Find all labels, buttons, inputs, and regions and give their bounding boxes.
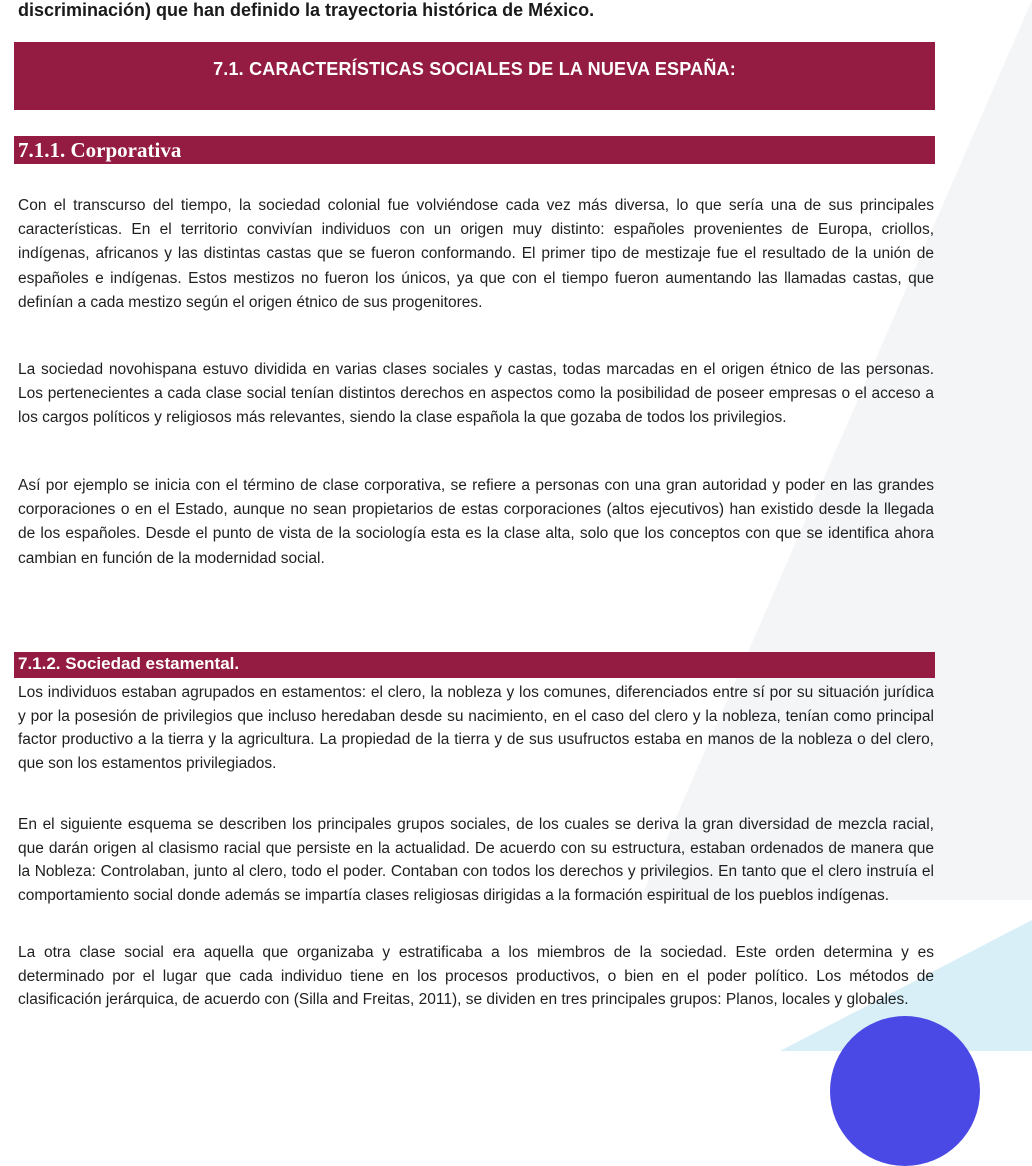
section-heading-banner: 7.1. CARACTERÍSTICAS SOCIALES DE LA NUEVA ESPAÑA: xyxy=(14,42,935,110)
paragraph: Con el transcurso del tiempo, la sociedad colonial fue volviéndose cada vez más diversa, lo que sería una de sus principales características. En el territorio convivían individuos con un origen muy distinto: españoles provenientes de Europa, criollos, indígenas, africanos y las distintas castas que se fueron conformando. El primer tipo de mestizaje fue el resultado de la unión de españoles e indígenas. Estos mestizos no fueron los únicos, ya que con el tiempo fueron aumentando las llamadas castas, que definían a cada mestizo según el origen étnico de sus progenitores. xyxy=(18,197,934,311)
subsection-heading-corporativa: 7.1.1. Corporativa xyxy=(14,136,935,164)
paragraph: Así por ejemplo se inicia con el término de clase corporativa, se refiere a personas con una gran autoridad y poder en las grandes corporaciones o en el Estado, aunque no sean propietarios de estas corporaciones (altos ejecutivos) han existido desde la llegada de los españoles. Desde el punto de vista de la sociología esta es la clase alta, solo que los conceptos con que se identifica ahora cambian en función de la modernidad social. xyxy=(18,477,934,567)
previous-paragraph-end: discriminación) que han definido la trayectoria histórica de México. xyxy=(18,0,595,20)
paragraph: La sociedad novohispana estuvo dividida en varias clases sociales y castas, todas marcadas en el origen étnico de las personas. Los pertenecientes a cada clase social tenían distintos derechos en aspectos como la posibilidad de poseer empresas o el acceso a los cargos políticos y religiosos más relevantes, siendo la clase española la que gozaba de todos los privilegios. xyxy=(18,361,934,427)
paragraph: En el siguiente esquema se describen los principales grupos sociales, de los cuales se deriva la gran diversidad de mezcla racial, que darán origen al clasismo racial que persiste en la actualidad. De acuerdo con su estructura, estaban ordenados de manera que la Nobleza: Controlaban, junto al clero, todo el poder. Contaban con todos los derechos y privilegios. En tanto que el clero instruía el comportamiento social donde además se impartía clases religiosas dirigidas a la formación espiritual de los pueblos indígenas. xyxy=(18,816,934,904)
subsection-heading-sociedad-estamental: 7.1.2. Sociedad estamental. xyxy=(14,652,935,678)
paragraph: Los individuos estaban agrupados en estamentos: el clero, la nobleza y los comunes, diferenciados entre sí por su situación jurídica y por la posesión de privilegios que incluso heredaban desde su nacimiento, en el caso del clero y la nobleza, tenían como principal factor productivo a la tierra y la agricultura. La propiedad de la tierra y de sus usufructos estaba en manos de la nobleza o del clero, que son los estamentos privilegiados. xyxy=(18,684,934,772)
paragraph: La otra clase social era aquella que organizaba y estratificaba a los miembros de la sociedad. Este orden determina y es determinado por el lugar que cada individuo tiene en los procesos productivos, o bien en el poder político. Los métodos de clasificación jerárquica, de acuerdo con (Silla and Freitas, 2011), se dividen en tres principales grupos: Planos, locales y globales. xyxy=(18,944,934,1009)
decorative-blue-circle xyxy=(830,1016,980,1166)
